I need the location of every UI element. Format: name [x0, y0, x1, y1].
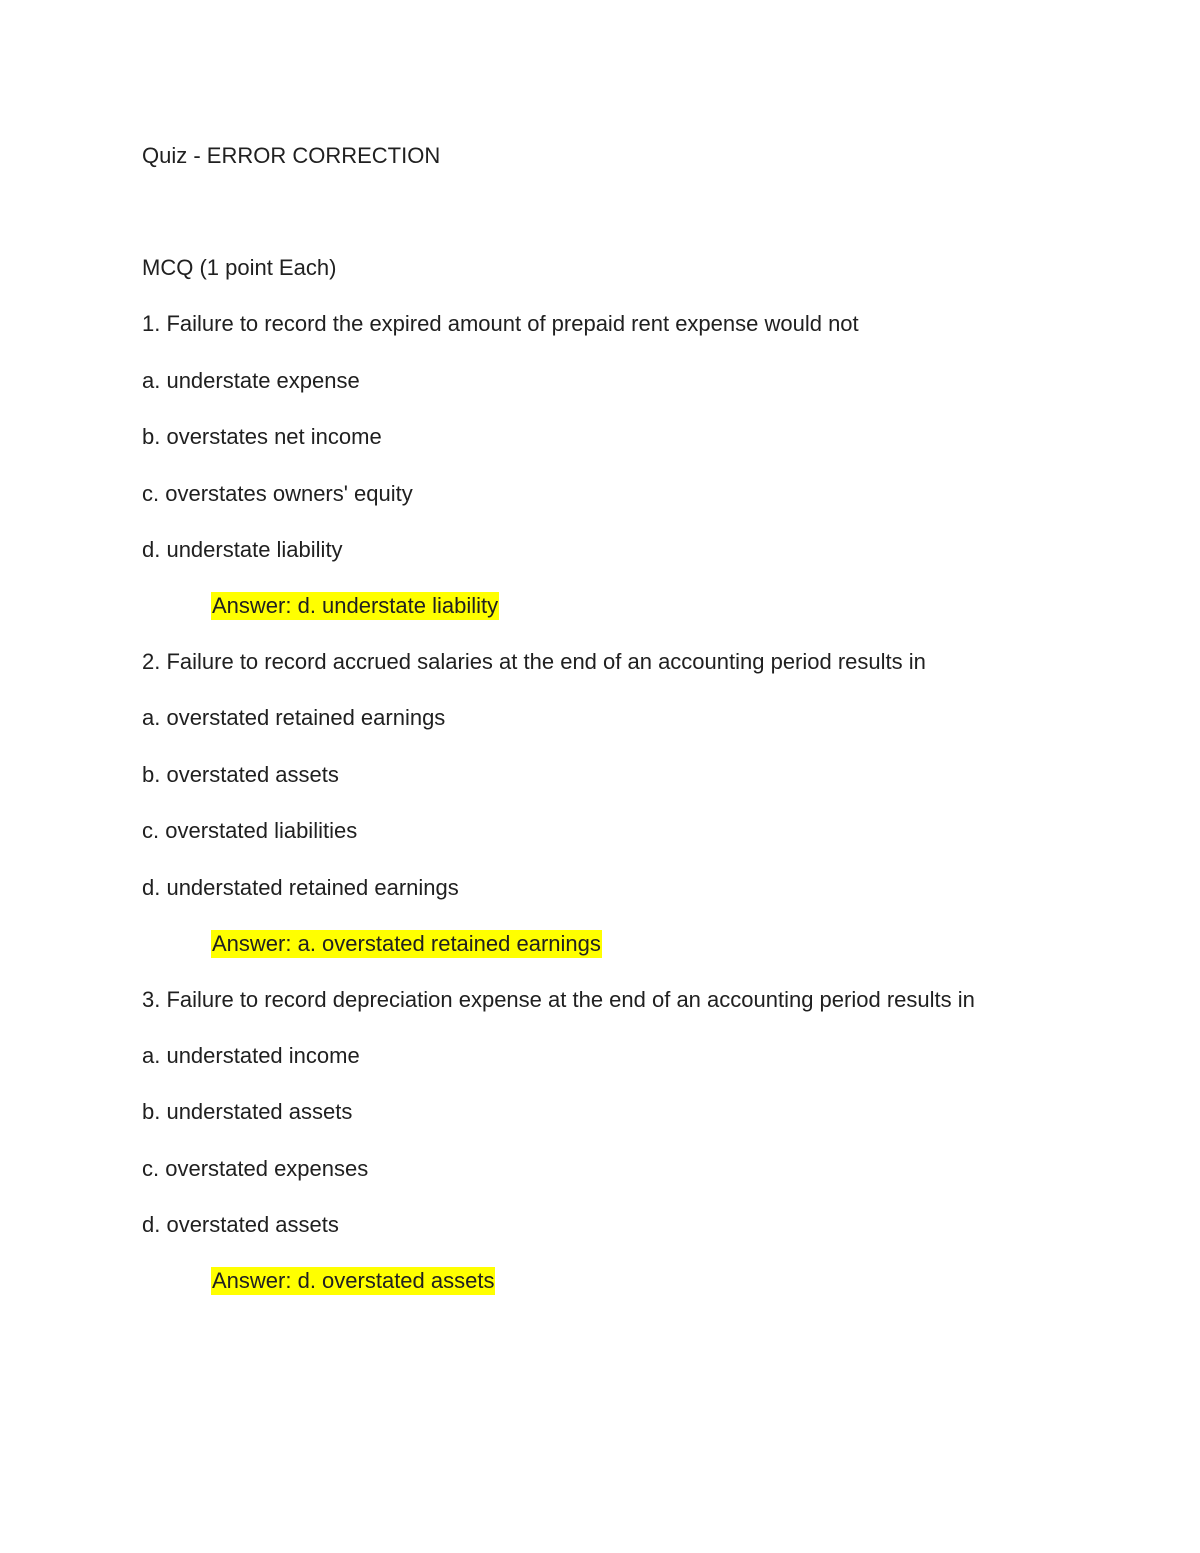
question-2-option-c: c. overstated liabilities — [142, 818, 358, 843]
question-3-option-d: d. overstated assets — [142, 1212, 339, 1237]
page-title: Quiz - ERROR CORRECTION — [142, 143, 441, 168]
question-2-option-b: b. overstated assets — [142, 762, 339, 787]
question-3-option-b: b. understated assets — [142, 1099, 353, 1124]
question-2-answer: Answer: a. overstated retained earnings — [212, 931, 601, 956]
question-1-option-d: d. understate liability — [142, 537, 343, 562]
question-3-option-c: c. overstated expenses — [142, 1156, 369, 1181]
question-1-answer: Answer: d. understate liability — [212, 593, 499, 618]
question-3-option-a: a. understated income — [142, 1043, 360, 1068]
question-1: 1. Failure to record the expired amount of prepaid rent expense would not — [142, 311, 859, 336]
question-3: 3. Failure to record depreciation expense at the end of an accounting period results in — [142, 987, 975, 1012]
question-2-option-a: a. overstated retained earnings — [142, 705, 446, 730]
question-3-answer: Answer: d. overstated assets — [212, 1268, 495, 1293]
question-2: 2. Failure to record accrued salaries at the end of an accounting period results in — [142, 649, 926, 674]
question-1-option-c: c. overstates owners' equity — [142, 481, 413, 506]
section-heading: MCQ (1 point Each) — [142, 255, 337, 280]
question-1-option-a: a. understate expense — [142, 368, 360, 393]
question-1-option-b: b. overstates net income — [142, 424, 382, 449]
question-2-option-d: d. understated retained earnings — [142, 875, 459, 900]
